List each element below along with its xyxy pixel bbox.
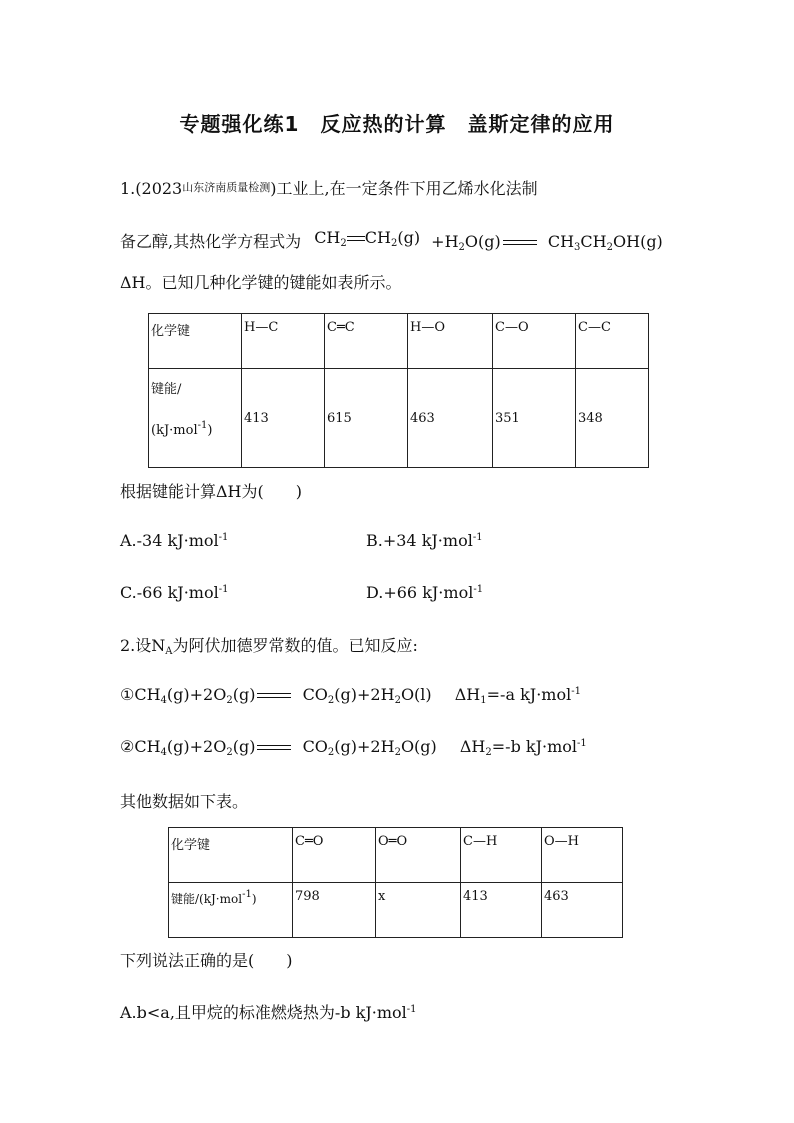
r1-dh-sub: 1: [480, 695, 487, 706]
r2-dh-sub: 2: [485, 747, 492, 758]
r1-left: ①CH: [120, 685, 161, 704]
equilibrium-arrow-icon: [503, 238, 537, 248]
table-cell: O═O: [376, 828, 461, 883]
table-cell: 351: [493, 369, 576, 468]
row-label-2: (kJ·mol: [151, 423, 198, 438]
r1-mid2: (g): [232, 685, 256, 704]
table-cell: 413: [461, 883, 542, 938]
r2-mid2: (g): [232, 737, 256, 756]
r2-left: ②CH: [120, 737, 161, 756]
double-bond-icon: [347, 234, 365, 244]
q2-intro-sub: A: [165, 646, 173, 657]
table-cell: C—H: [461, 828, 542, 883]
q1-prefix: 1.(2023: [120, 179, 183, 198]
q2-reaction-2: $②CH_4(g)+2O_2(g)$ $CO_2(g)+2H_2O(g)$ $\Delta H_2=-b$ kJ·mol$^{-1}$: [120, 737, 587, 758]
r2-dh-val: =-b kJ·mol: [491, 737, 578, 756]
bond-energy-table-1: [148, 313, 649, 468]
unit-sup: -1: [218, 584, 229, 595]
table-row: [149, 314, 649, 369]
page-title: 专题强化练1 反应热的计算 盖斯定律的应用: [179, 112, 615, 136]
q1-equation: $CH_2$ $CH_2(g) +H_2O(g)$ $CH_3CH_2OH(g)$: [314, 228, 663, 253]
table-cell: H—O: [408, 314, 493, 369]
eq-o: O(g): [464, 232, 501, 251]
table-cell: x: [376, 883, 461, 938]
r1-right3: O(l): [400, 685, 432, 704]
option-d-text: D.+66 kJ·mol: [366, 583, 474, 602]
r1-right: CO: [302, 685, 328, 704]
q1-text-line2: 备乙醇,其热化学方程式为: [120, 232, 302, 251]
table-row: [169, 828, 623, 883]
equals-arrow-icon: [257, 743, 291, 753]
q2-other: 其他数据如下表。: [120, 792, 249, 811]
table-cell: 463: [408, 369, 493, 468]
q1-option-c: [120, 583, 228, 602]
q2-option-a: [120, 1000, 417, 1023]
r1-right2: (g)+2H: [334, 685, 395, 704]
unit-sup: -1: [242, 889, 252, 900]
q2-reaction-1: $①CH_4(g)+2O_2(g)$ $CO_2(g)+2H_2O(l)$ $\Delta H_1=-a$ kJ·mol$^{-1}$: [120, 685, 581, 706]
eq-product-mid: CH: [580, 232, 607, 251]
q1-question: 根据键能计算ΔH为( ): [120, 482, 302, 501]
q2-intro-b: 为阿伏加德罗常数的值。已知反应:: [172, 636, 418, 655]
unit-sup: -1: [577, 738, 587, 749]
q1-line2: [120, 228, 663, 253]
bond-energy-table-2: [168, 827, 623, 938]
unit-sup: -1: [218, 532, 229, 543]
table-cell: 798: [293, 883, 376, 938]
r1-dh-val: =-a kJ·mol: [486, 685, 572, 704]
row-label: 键能/(kJ·mol: [171, 892, 243, 906]
table-cell: C—C: [576, 314, 649, 369]
eq-ch2-right: CH: [364, 228, 391, 247]
table-cell: H—C: [242, 314, 325, 369]
r2-mid: (g)+2O: [166, 737, 227, 756]
q1-line1: [120, 176, 538, 199]
eq-product: CH: [547, 232, 575, 251]
option-c-text: C.-66 kJ·mol: [120, 583, 219, 602]
unit-sup: -1: [571, 686, 581, 697]
unit-sup: -1: [473, 584, 484, 595]
unit-sup: -1: [197, 420, 208, 431]
table-row: [169, 883, 623, 938]
table-cell: C═C: [325, 314, 408, 369]
unit-sup: -1: [406, 1004, 417, 1015]
table-cell: O—H: [542, 828, 623, 883]
table-cell: 键能/ (kJ·mol$^{-1}$): [149, 369, 242, 468]
r2-right2: (g)+2H: [334, 737, 395, 756]
q2-option-a-text: A.b<a,且甲烷的标准燃烧热为-b kJ·mol: [120, 1003, 407, 1022]
unit-sup: -1: [472, 532, 483, 543]
q1-option-d: [366, 583, 483, 602]
eq-product-end: OH(g): [613, 232, 663, 251]
r1-mid: (g)+2O: [166, 685, 227, 704]
table-cell: C—O: [493, 314, 576, 369]
table-cell: C═O: [293, 828, 376, 883]
table-cell: 键能/(kJ·mol$^{-1}$): [169, 883, 293, 938]
q1-option-b: [366, 531, 483, 550]
q1-source: 山东济南质量检测: [182, 181, 271, 194]
option-b-text: B.+34 kJ·mol: [366, 531, 473, 550]
table-cell: 化学键: [149, 314, 242, 369]
table-row: [149, 369, 649, 468]
table-cell: 化学键: [169, 828, 293, 883]
eq-h2o: +H: [431, 232, 459, 251]
row-label-1: 键能/: [151, 382, 182, 397]
q1-text-line1: )工业上,在一定条件下用乙烯水化法制: [270, 179, 538, 198]
r2-right: CO: [302, 737, 328, 756]
eq-state: (g): [397, 228, 421, 247]
q2-intro: [120, 633, 418, 657]
r2-right3: O(g): [400, 737, 437, 756]
eq-ch2-left: CH: [314, 228, 341, 247]
equals-arrow-icon: [257, 691, 291, 701]
table-cell: 615: [325, 369, 408, 468]
q2-intro-a: 2.设N: [120, 636, 166, 655]
r1-dh: ΔH: [454, 685, 481, 704]
table-cell: 348: [576, 369, 649, 468]
table-cell: 463: [542, 883, 623, 938]
q1-line3: ΔH。已知几种化学键的键能如表所示。: [120, 273, 402, 292]
r2-dh: ΔH: [459, 737, 486, 756]
q2-question: 下列说法正确的是( ): [120, 951, 293, 970]
option-a-text: A.-34 kJ·mol: [120, 531, 219, 550]
table-cell: 413: [242, 369, 325, 468]
q1-option-a: [120, 531, 228, 550]
